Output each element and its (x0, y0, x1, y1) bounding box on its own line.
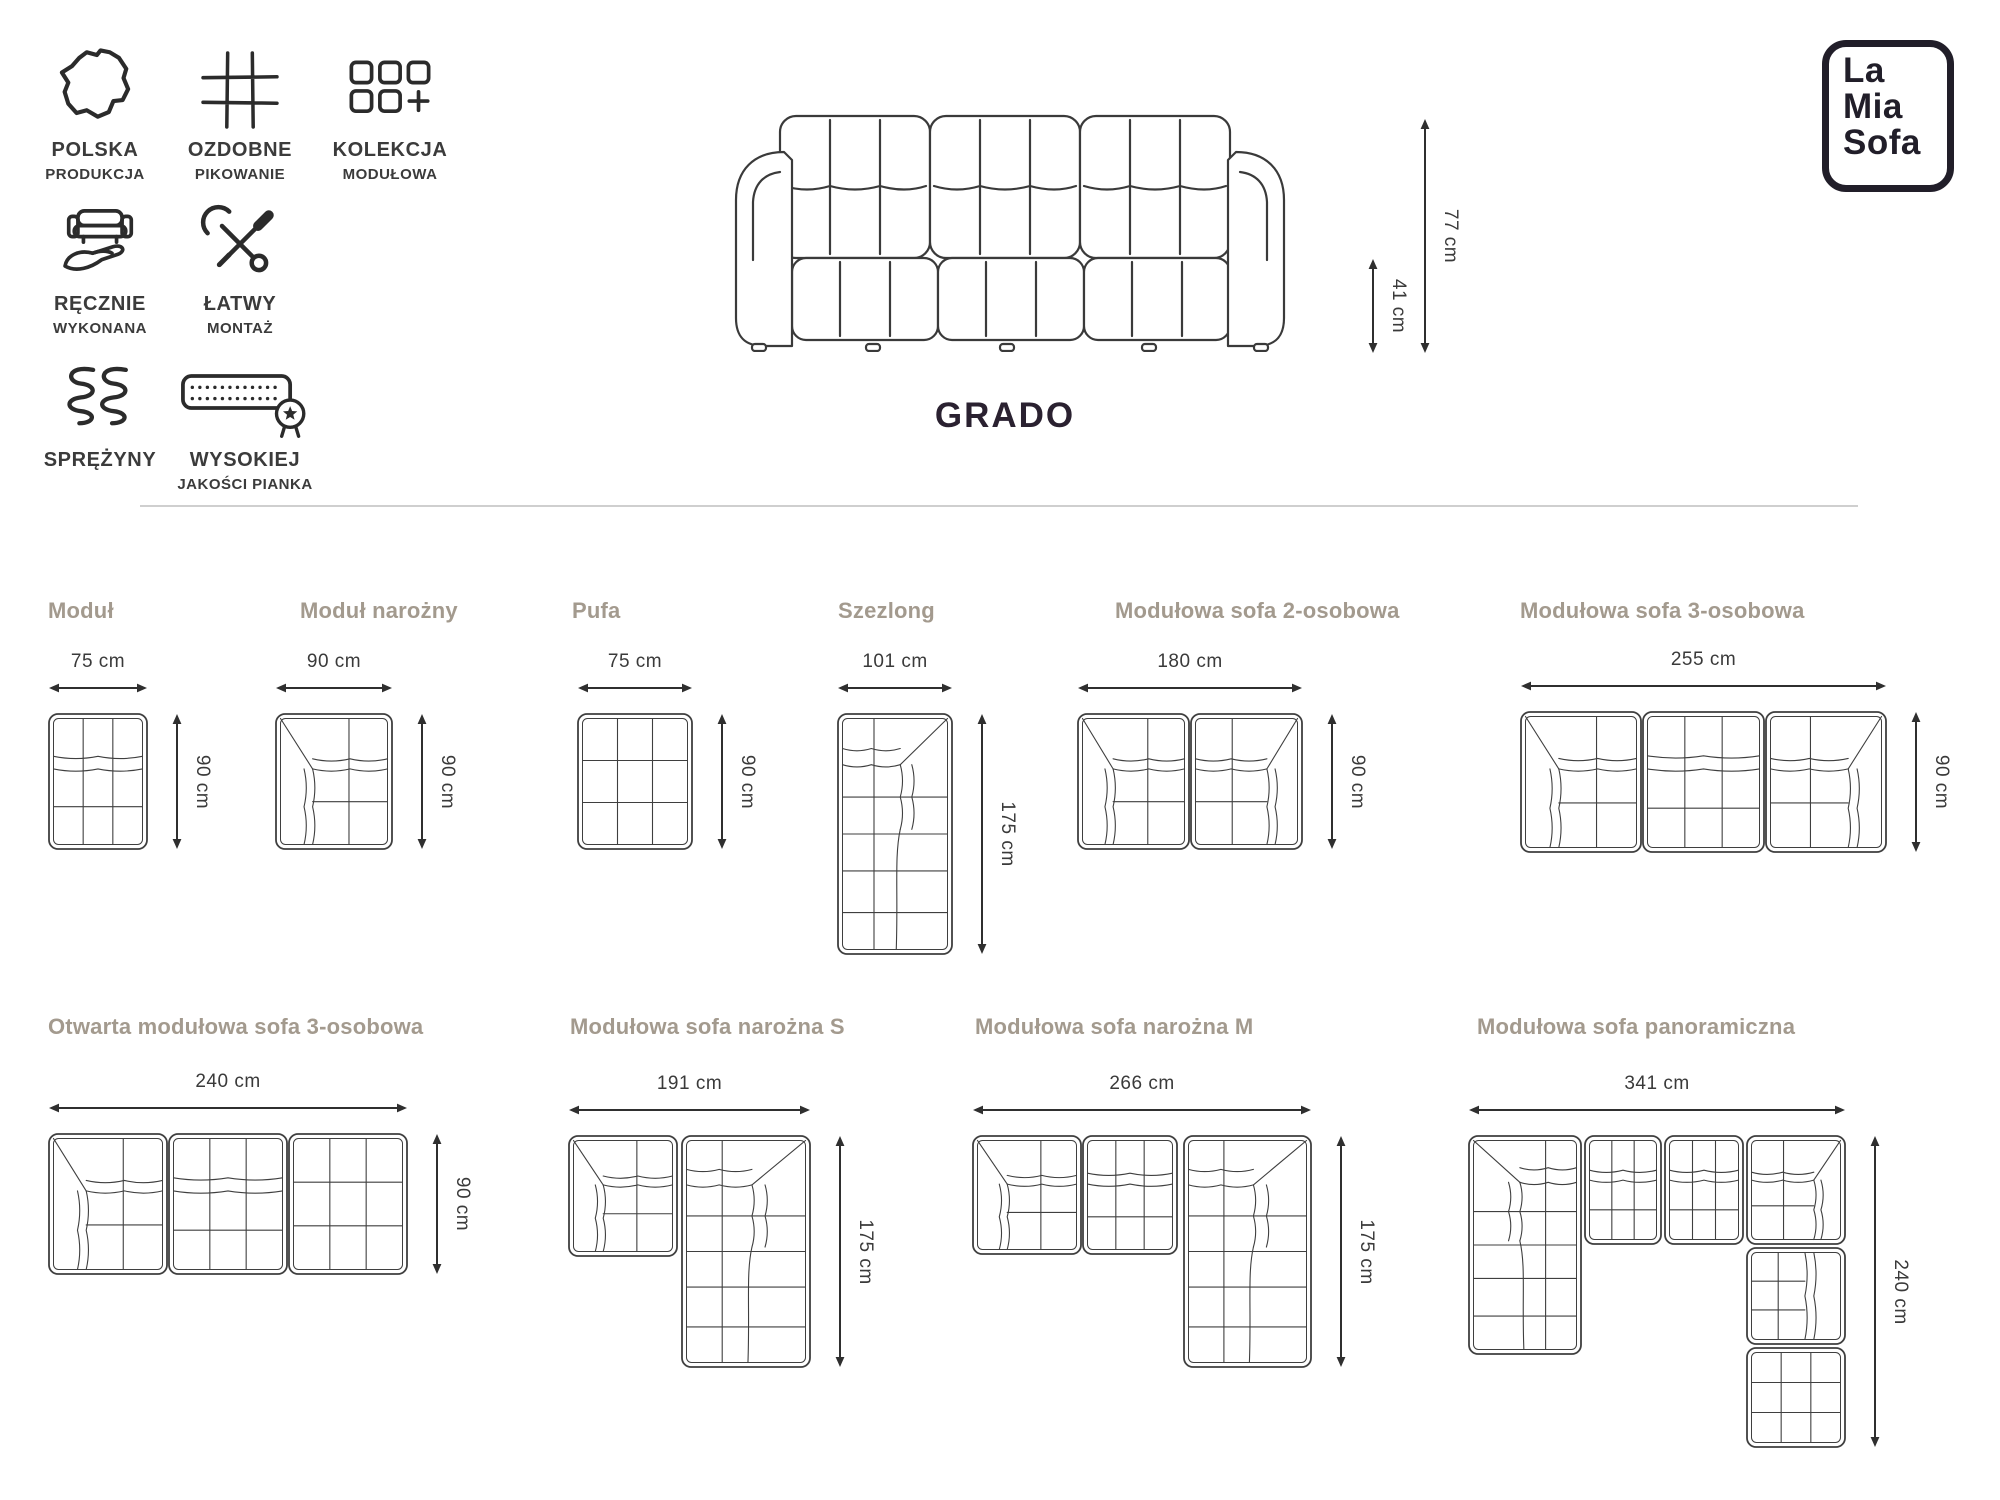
width-dimension-label: 341 cm (1624, 1073, 1690, 1094)
depth-dimension-label: 175 cm (1356, 1218, 1377, 1285)
depth-dimension-label: 90 cm (737, 754, 758, 809)
width-arrow (48, 1101, 408, 1115)
module-name: Moduł narożny (300, 598, 458, 623)
feature-label: SPRĘŻYNY (43, 449, 157, 471)
width-dimension-label: 75 cm (70, 651, 126, 672)
width-dimension-label: 101 cm (862, 651, 928, 672)
module-name: Moduł (48, 598, 114, 623)
seat-height-label: 41 cm (1388, 278, 1409, 334)
module-diagram-pufa (573, 709, 697, 854)
width-arrow (568, 1103, 811, 1117)
width-dimension-label: 191 cm (656, 1073, 723, 1094)
module-diagram-modul-narozny (271, 709, 397, 854)
width-arrow (1077, 681, 1303, 695)
module-name: Modułowa sofa 3-osobowa (1520, 598, 1805, 623)
width-dimension-label: 240 cm (195, 1071, 261, 1092)
depth-arrow (1334, 1135, 1348, 1368)
depth-dimension-label: 240 cm (1890, 1258, 1911, 1325)
depth-dimension-label: 175 cm (997, 801, 1018, 867)
width-arrow (1520, 679, 1887, 693)
depth-arrow (715, 713, 729, 850)
feature-label: WYSOKIEJ (189, 449, 301, 471)
width-arrow (972, 1103, 1312, 1117)
depth-arrow (170, 713, 184, 850)
brand-logo-line: Sofa (1843, 123, 1921, 162)
depth-dimension-label: 90 cm (452, 1176, 473, 1232)
module-diagram-otwarta-sofa-3-osobowa (44, 1129, 412, 1279)
depth-dimension-label: 90 cm (192, 754, 213, 809)
depth-arrow (1909, 711, 1923, 853)
feature-label: OZDOBNE (187, 139, 293, 161)
module-diagram-sofa-3-osobowa (1516, 707, 1891, 857)
feature-sublabel: WYKONANA (53, 320, 147, 337)
total-height-label: 77 cm (1440, 208, 1461, 264)
feature-label: RĘCZNIE (54, 293, 146, 315)
feature-sublabel: PRODUKCJA (45, 166, 145, 183)
depth-arrow (833, 1135, 847, 1368)
feature-sublabel: PIKOWANIE (194, 166, 286, 183)
depth-arrow (1868, 1135, 1882, 1448)
module-name: Modułowa sofa narożna M (975, 1014, 1254, 1039)
module-diagram-sofa-2-osobowa (1073, 709, 1307, 854)
depth-arrow (430, 1133, 444, 1275)
module-name: Pufa (572, 598, 621, 623)
width-arrow (1468, 1103, 1846, 1117)
module-name: Szezlong (838, 598, 935, 623)
width-arrow (837, 681, 953, 695)
depth-arrow (1325, 713, 1339, 850)
module-name: Otwarta modułowa sofa 3-osobowa (48, 1014, 424, 1039)
width-dimension-label: 180 cm (1157, 651, 1223, 672)
module-diagram-modul (44, 709, 152, 854)
width-arrow (48, 681, 148, 695)
width-dimension-label: 266 cm (1109, 1073, 1175, 1094)
depth-dimension-label: 175 cm (855, 1218, 876, 1285)
width-dimension-label: 255 cm (1670, 649, 1737, 670)
width-dimension-label: 75 cm (607, 651, 663, 672)
module-name: Modułowa sofa narożna S (570, 1014, 845, 1039)
brand-logo-line: Mia (1843, 87, 1903, 126)
depth-arrow (975, 713, 989, 955)
width-arrow (577, 681, 693, 695)
depth-dimension-label: 90 cm (1931, 754, 1952, 810)
module-diagram-szezlong (833, 709, 957, 959)
depth-dimension-label: 90 cm (1347, 754, 1368, 809)
feature-sublabel: JAKOŚCI PIANKA (177, 476, 313, 493)
module-diagram-sofa-panoramiczna (1464, 1131, 1850, 1452)
feature-sublabel: MONTAŻ (206, 320, 274, 337)
brand-logo-line: La (1843, 51, 1885, 90)
module-diagram-sofa-narozna-m (968, 1131, 1316, 1372)
depth-arrow (415, 713, 429, 850)
width-arrow (275, 681, 393, 695)
product-title: GRADO (934, 396, 1076, 435)
feature-sublabel: MODUŁOWA (342, 166, 438, 183)
feature-label: KOLEKCJA (332, 139, 448, 161)
width-dimension-label: 90 cm (306, 651, 362, 672)
depth-dimension-label: 90 cm (437, 754, 458, 809)
module-diagram-sofa-narozna-s (564, 1131, 815, 1372)
feature-label: ŁATWY (203, 293, 277, 315)
module-name: Modułowa sofa panoramiczna (1477, 1014, 1796, 1039)
module-name: Modułowa sofa 2-osobowa (1115, 598, 1400, 623)
feature-label: POLSKA (51, 139, 139, 161)
